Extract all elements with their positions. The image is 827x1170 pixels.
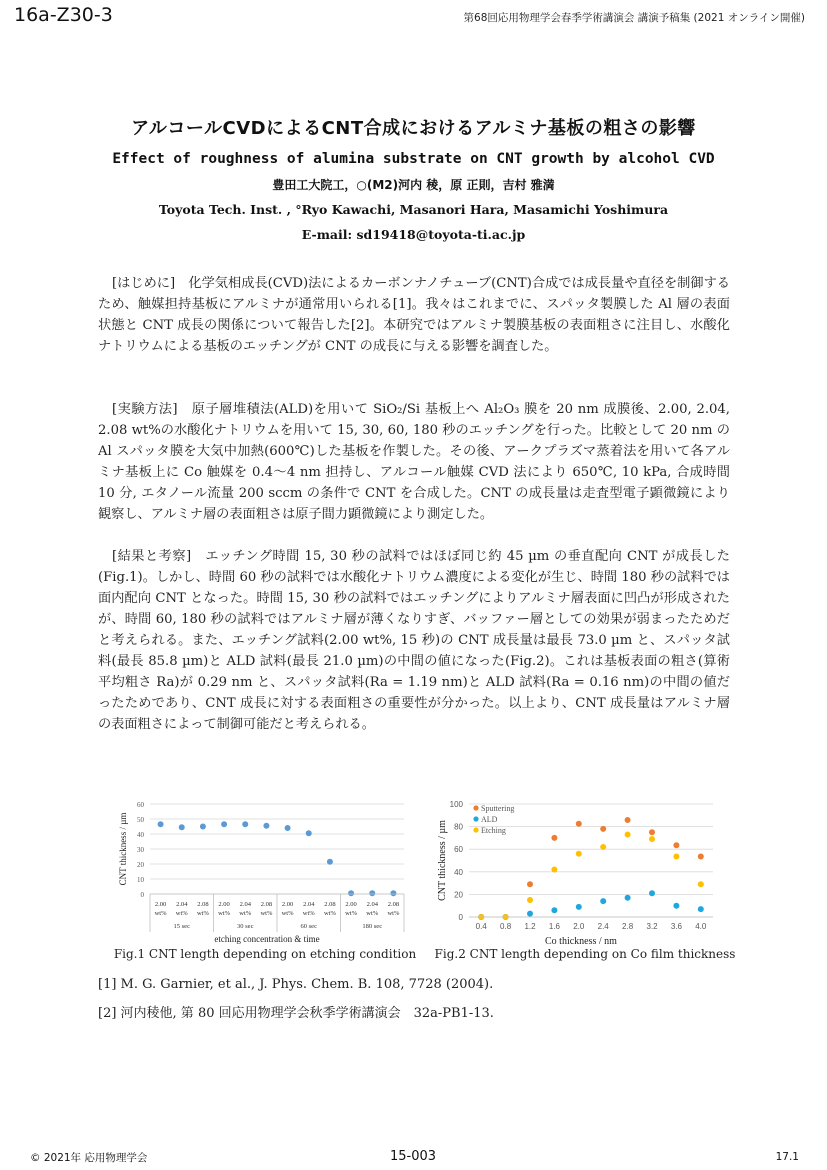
y-tick-label: 100: [449, 800, 463, 809]
data-point-etching: [576, 851, 582, 857]
data-point: [158, 821, 164, 827]
x-tick-label: 3.2: [646, 922, 658, 931]
x-tick-label: 1.2: [524, 922, 536, 931]
x-tick-label: 2.04: [303, 901, 315, 908]
data-point-etching: [649, 836, 655, 842]
footer-page-id: 15-003: [390, 1149, 437, 1164]
x-tick-label: 2.04: [239, 901, 251, 908]
data-point-ald: [649, 890, 655, 896]
x-tick-label: wt%: [323, 910, 336, 917]
x-tick-label: 3.6: [670, 922, 682, 931]
y-tick-label: 20: [137, 861, 144, 869]
x-tick-label: wt%: [260, 910, 273, 917]
fig1-caption: Fig.1 CNT length depending on etching condition: [113, 947, 417, 961]
x-tick-label: wt%: [366, 910, 379, 917]
x-tick-label: wt%: [345, 910, 358, 917]
data-point: [221, 821, 227, 827]
x-tick-label: 0.8: [500, 922, 512, 931]
data-point: [285, 825, 291, 831]
y-tick-label: 50: [137, 816, 144, 824]
data-point-ald: [698, 906, 704, 912]
abstract-code: 16a-Z30-3: [14, 4, 113, 26]
x-tick-label: 2.00: [345, 901, 357, 908]
x-axis-label: etching concentration & time: [214, 934, 320, 944]
section-method: [98, 399, 730, 525]
authors-english: Toyota Tech. Inst. , °Ryo Kawachi, Masanori Hara, Masamichi Yoshimura: [158, 202, 669, 217]
data-point-ald: [625, 895, 631, 901]
data-point: [348, 890, 354, 896]
data-point-sputtering: [649, 829, 655, 835]
method-paragraph: [実験方法] 原子層堆積法(ALD)を用いて SiO₂/Si 基板上へ Al₂O₃ 膜を 20 nm 成膜後、2.00, 2.04, 2.08 wt%の水酸化ナトリウムを用いて 15, 30, 60, 180 秒のエッチングを行った。比較として 20 nm の Al スパッタ膜を大気中加熱(600℃)した基板を作製した。その後、アークプラズマ蒸着法を用いて各アルミナ基板上に Co 触媒を 0.4〜4 nm 担持し、アルコール触媒 CVD 法により 650℃, 10 kPa, 合成時間 10 分, エタノール流量 200 sccm の条件で CNT を合成した。CNT の成長量は走査型電子顕微鏡により観察し、アルミナ層の表面粗さは原子間力顕微鏡により測定した。: [98, 402, 730, 522]
authors-japanese: 豊田工大院工，○(M2)河内 稜，原 正則，吉村 雅満: [272, 178, 555, 192]
y-tick-label: 40: [137, 831, 144, 839]
x-tick-label: wt%: [302, 910, 315, 917]
data-point-sputtering: [625, 817, 631, 823]
data-point-ald: [551, 907, 557, 913]
data-point: [306, 830, 312, 836]
data-point-ald: [576, 904, 582, 910]
data-point-etching: [673, 854, 679, 860]
data-point-ald: [673, 903, 679, 909]
data-point: [242, 821, 248, 827]
y-axis-label: CNT thickness / µm: [437, 820, 448, 901]
y-tick-label: 40: [454, 867, 463, 877]
y-tick-label: 80: [454, 822, 463, 832]
data-point: [390, 890, 396, 896]
data-point: [200, 824, 206, 830]
y-tick-label: 60: [454, 845, 463, 855]
section-introduction: [98, 273, 730, 357]
group-label: 180 sec: [362, 923, 383, 930]
x-tick-label: 2.0: [573, 922, 585, 931]
x-tick-label: wt%: [218, 910, 231, 917]
data-point-etching: [527, 897, 533, 903]
data-point-sputtering: [527, 881, 533, 887]
data-point-ald: [600, 898, 606, 904]
x-tick-label: wt%: [175, 910, 188, 917]
x-tick-label: 2.04: [366, 901, 378, 908]
y-tick-label: 20: [454, 890, 463, 900]
data-point-etching: [625, 832, 631, 838]
group-label: 30 sec: [237, 923, 254, 930]
x-tick-label: 2.4: [597, 922, 609, 931]
footer-copyright: © 2021年 応用物理学会: [30, 1152, 148, 1164]
results-paragraph: [結果と考察] エッチング時間 15, 30 秒の試料ではほぼ同じ約 45 µm の垂直配向 CNT が成長した(Fig.1)。しかし、時間 60 秒の試料では水酸化ナトリウム濃度による変化が生じ、時間 180 秒の試料では面内配向 CNT となった。時間 15, 30 秒の試料ではエッチングによりアルミナ層表面に凹凸が形成されたが、時間 60, 180 秒の試料ではアルミナ層が薄くなりすぎ、バッファー層としての効果が弱まったためだと考えられる。また、エッチング試料(2.00 wt%, 15 秒)の CNT 成長量は最長 73.0 µm と、スパッタ試料(最長 85.8 µm)と ALD 試料(最長 21.0 µm)の中間の値になった(Fig.2)。これは基板表面の粗さ(算術平均粗さ Ra)が 0.29 nm と、スパッタ試料(Ra = 1.19 nm)と ALD 試料(Ra = 0.16 nm)の中間の値だったためであり、CNT 成長に対する表面粗さの重要性が分かった。以上より、CNT 成長量はアルミナ層の表面粗さによって制御可能だと考えられる。: [98, 549, 730, 732]
group-label: 15 sec: [173, 923, 190, 930]
legend-label: Sputtering: [481, 804, 515, 813]
x-tick-label: 2.08: [387, 901, 400, 908]
data-point: [369, 890, 375, 896]
x-tick-label: wt%: [239, 910, 252, 917]
section-results: [98, 546, 730, 735]
y-tick-label: 60: [137, 801, 144, 809]
data-point-ald: [527, 911, 533, 917]
x-tick-label: 2.00: [154, 901, 167, 908]
fig1-chart: [112, 796, 412, 948]
x-tick-label: 2.8: [622, 922, 634, 931]
fig2-chart: [433, 796, 723, 948]
legend-label: Etching: [481, 826, 506, 835]
footer-number: 17.1: [775, 1151, 799, 1163]
legend-label: ALD: [481, 815, 498, 824]
x-tick-label: 2.08: [324, 901, 336, 908]
x-tick-label: 0.4: [475, 922, 487, 931]
data-point-etching: [551, 867, 557, 873]
data-point-sputtering: [551, 835, 557, 841]
x-tick-label: wt%: [196, 910, 209, 917]
group-label: 60 sec: [300, 923, 317, 930]
data-point-sputtering: [600, 826, 606, 832]
data-point: [327, 859, 333, 865]
data-point-sputtering: [673, 842, 679, 848]
x-tick-label: wt%: [154, 910, 167, 917]
x-tick-label: 1.6: [548, 922, 560, 931]
legend-marker: [473, 805, 478, 810]
x-tick-label: 2.00: [281, 901, 294, 908]
legend-marker: [473, 816, 478, 821]
intro-paragraph: [はじめに] 化学気相成長(CVD)法によるカーボンナノチューブ(CNT)合成では成長量や直径を制御するため、触媒担持基板にアルミナが通常用いられる[1]。我々はこれまでに、スパッタ製膜した Al 層の表面状態と CNT 成長の関係について報告した[2]。本研究ではアルミナ製膜基板の表面粗さに注目し、水酸化ナトリウムによる基板のエッチングが CNT の成長に与える影響を調査した。: [98, 276, 730, 354]
data-point: [179, 824, 185, 830]
x-tick-label: 4.0: [695, 922, 707, 931]
data-point-sputtering: [698, 854, 704, 860]
x-tick-label: 2.00: [218, 901, 230, 908]
y-tick-label: 0: [140, 891, 144, 899]
y-tick-label: 30: [137, 846, 144, 854]
data-point-etching: [698, 881, 704, 887]
conference-name: 第68回応用物理学会春季学術講演会 講演予稿集 (2021 オンライン開催): [463, 12, 805, 24]
y-tick-label: 0: [458, 913, 463, 922]
x-tick-label: 2.08: [197, 901, 209, 908]
legend-marker: [473, 827, 478, 832]
data-point: [263, 823, 269, 829]
x-axis-label: Co thickness / nm: [545, 936, 617, 947]
x-tick-label: wt%: [281, 910, 294, 917]
y-tick-label: 10: [137, 876, 144, 884]
fig2-caption: Fig.2 CNT length depending on Co film thickness: [434, 947, 736, 961]
data-point-etching: [600, 844, 606, 850]
x-tick-label: 2.08: [260, 901, 273, 908]
x-tick-label: 2.04: [176, 901, 188, 908]
author-email: E-mail: sd19418@toyota-ti.ac.jp: [301, 227, 526, 242]
title-japanese: アルコールCVDによるCNT合成におけるアルミナ基板の粗さの影響: [131, 118, 696, 139]
data-point-sputtering: [576, 821, 582, 827]
reference-2: [2] 河内稜他, 第 80 回応用物理学会秋季学術講演会 32a-PB1-13.: [98, 1006, 494, 1021]
y-axis-label: CNT thickness / µm: [118, 812, 128, 886]
x-tick-label: wt%: [387, 910, 400, 917]
title-english: Effect of roughness of alumina substrate on CNT growth by alcohol CVD: [112, 151, 715, 167]
reference-1: [1] M. G. Garnier, et al., J. Phys. Chem. B. 108, 7728 (2004).: [98, 977, 494, 992]
